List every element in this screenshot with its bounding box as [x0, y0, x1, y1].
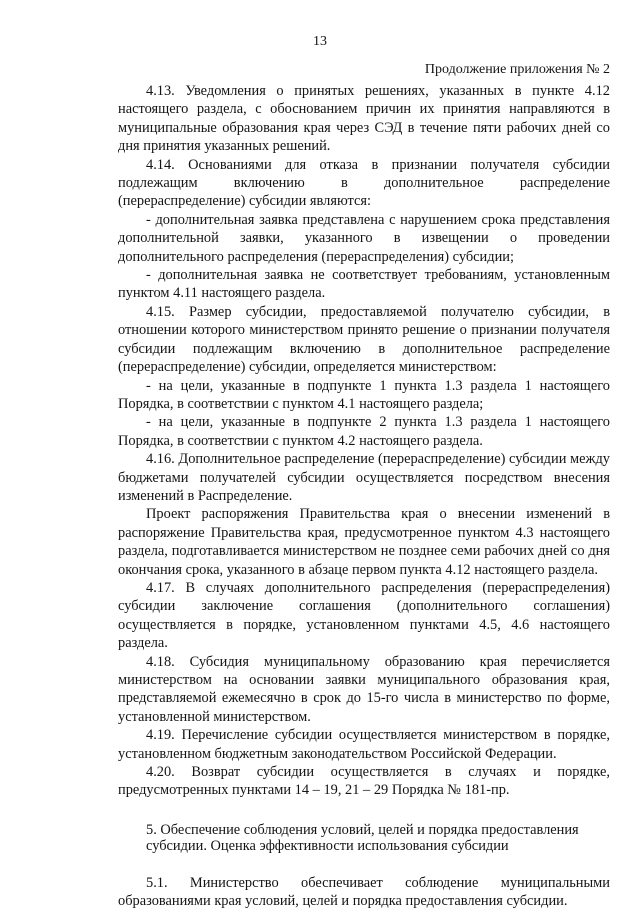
- paragraph-4-16: 4.16. Дополнительное распределение (перераспределение) субсидии между бюджетами получателей субсидии осуществляется посредством внесения изменений в Распределение.: [118, 451, 610, 504]
- list-item-noncompliance: - дополнительная заявка не соответствует требованиям, установленным пунктом 4.11 настоящего раздела.: [118, 267, 610, 302]
- list-item-purpose-1: - на цели, указанные в подпункте 1 пункта 1.3 раздела 1 настоящего Порядка, в соответствии с пунктом 4.1 настоящего раздела;: [118, 377, 610, 412]
- list-item-late-submission: - дополнительная заявка представлена с нарушением срока представления дополнительной заявки, указанного в извещении о проведении дополнительного распределения (перераспределения) субсидии;: [118, 211, 610, 265]
- appendix-label: Продолжение приложения № 2: [424, 62, 610, 77]
- paragraph-4-13: 4.13. Уведомления о принятых решениях, указанных в пункте 4.12 настоящего раздела, с обоснованием причин их принятия направляются в муниципальные образования края через СЭД в течение пяти рабочих дней со дня принятия указанных решений.: [118, 83, 610, 155]
- section-5-heading: 5. Обеспечение соблюдения условий, целей и порядка предоставления субсидии. Оценка эффективности использования субсидии: [146, 821, 579, 854]
- paragraph-4-15: 4.15. Размер субсидии, предоставляемой получателю субсидии, в отношении которого министерством принято решение о признании получателя субсидии подлежащим включению в дополнительное распределение (перераспределение) субсидии, определяется министерством:: [118, 303, 610, 376]
- list-item-purpose-2: - на цели, указанные в подпункте 2 пункта 1.3 раздела 1 настоящего Порядка, в соответствии с пунктом 4.2 настоящего раздела.: [118, 414, 610, 449]
- page-number: 13: [313, 34, 327, 49]
- paragraph-4-19: 4.19. Перечисление субсидии осуществляется министерством в порядке, установленном бюджетным законодательством Российской Федерации.: [118, 727, 610, 762]
- paragraph-4-14: 4.14. Основаниями для отказа в признании получателя субсидии подлежащим включению в дополнительное распределение (перераспределение) субсидии являются:: [118, 156, 610, 210]
- paragraph-5-1: 5.1. Министерство обеспечивает соблюдение муниципальными образованиями края условий, целей и порядка предоставления субсидии.: [118, 874, 610, 910]
- paragraph-draft-order: Проект распоряжения Правительства края о внесении изменений в распоряжение Правительства края, предусмотренное пунктом 4.3 настоящего раздела, подготавливается министерством не позднее семи рабочих дней со дня окончания срока, указанного в абзаце первом пункта 4.12 настоящего раздела.: [118, 506, 610, 578]
- paragraph-4-20: 4.20. Возврат субсидии осуществляется в случаях и порядке, предусмотренных пунктами 14 – 19, 21 – 29 Порядка № 181-пр.: [118, 764, 610, 799]
- paragraph-4-18: 4.18. Субсидия муниципальному образованию края перечисляется министерством на основании заявки муниципального образования края, представляемой ежемесячно в срок до 15-го числа в министерство по форме, установленной министерством.: [118, 653, 610, 725]
- document-body: [118, 82, 610, 911]
- paragraph-4-17: 4.17. В случаях дополнительного распределения (перераспределения) субсидии заключение соглашения (дополнительного соглашения) осуществляется в порядке, установленном пунктами 4.5, 4.6 настоящего раздела.: [118, 579, 610, 652]
